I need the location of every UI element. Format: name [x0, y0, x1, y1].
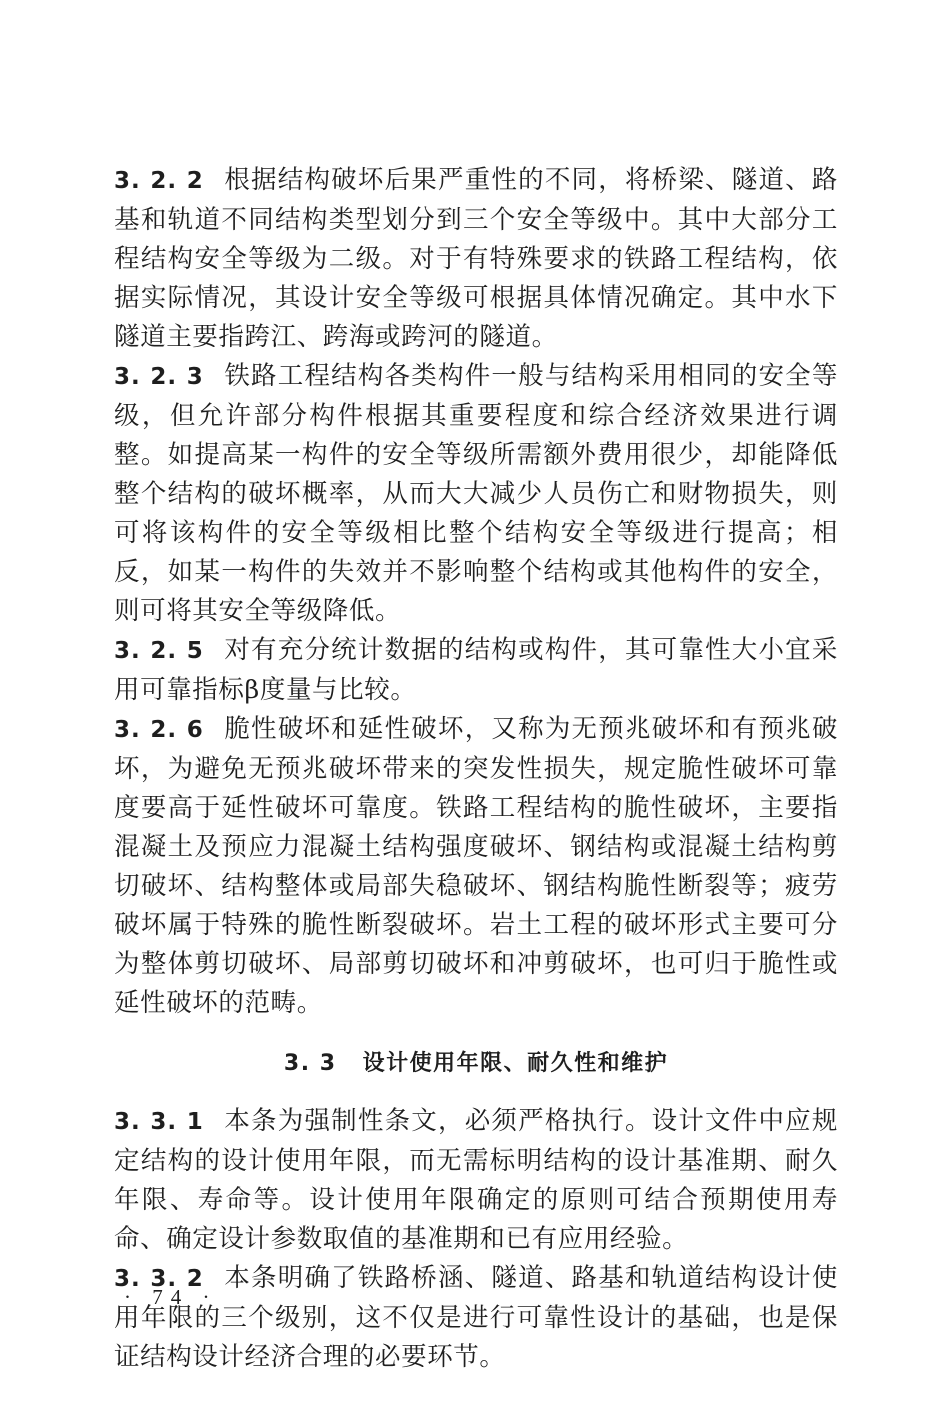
- clause-3-3-2: [114, 1259, 838, 1377]
- clause-text: 对有充分统计数据的结构或构件，其可靠性大小宜采用可靠指标β度量与比较。: [114, 635, 838, 705]
- page-number: · 74 ·: [124, 1285, 218, 1309]
- section-heading: [114, 1044, 838, 1083]
- clause-text: 脆性破坏和延性破坏，又称为无预兆破坏和有预兆破坏，为避免无预兆破坏带来的突发性损失，规定脆性破坏可靠度要高于延性破坏可靠度。铁路工程结构的脆性破坏，主要指混凝土及预应力混凝土结构强度破坏、钢结构或混凝土结构剪切破坏、结构整体或局部失稳破坏、钢结构脆性断裂等；疲劳破坏属于特殊的脆性断裂破坏。岩土工程的破坏形式主要可分为整体剪切破坏、局部剪切破坏和冲剪破坏，也可归于脆性或延性破坏的范畴。: [114, 714, 838, 1018]
- clause-3-3-1: [114, 1102, 838, 1259]
- clause-number: 3. 2. 3: [114, 364, 204, 390]
- clause-text: 根据结构破坏后果严重性的不同，将桥梁、隧道、路基和轨道不同结构类型划分到三个安全等级中。其中大部分工程结构安全等级为二级。对于有特殊要求的铁路工程结构，依据实际情况，其设计安全等级可根据具体情况确定。其中水下隧道主要指跨江、跨海或跨河的隧道。: [114, 165, 838, 352]
- clause-3-2-6: [114, 710, 838, 1023]
- clause-3-2-2: [114, 161, 838, 357]
- clause-number: 3. 2. 5: [114, 638, 204, 664]
- clause-text: 本条明确了铁路桥涵、隧道、路基和轨道结构设计使用年限的三个级别，这不仅是进行可靠性设计的基础，也是保证结构设计经济合理的必要环节。: [114, 1263, 838, 1372]
- section-number: 3. 3: [283, 1051, 337, 1076]
- clause-number: 3. 2. 6: [114, 717, 204, 743]
- clause-number: 3. 2. 2: [114, 168, 204, 194]
- clause-text: 铁路工程结构各类构件一般与结构采用相同的安全等级，但允许部分构件根据其重要程度和综合经济效果进行调整。如提高某一构件的安全等级所需额外费用很少，却能降低整个结构的破坏概率，从而大大减少人员伤亡和财物损失，则可将该构件的安全等级相比整个结构安全等级进行提高；相反，如某一构件的失效并不影响整个结构或其他构件的安全，则可将其安全等级降低。: [114, 361, 838, 626]
- clause-3-2-5: [114, 631, 838, 710]
- clause-number: 3. 3. 1: [114, 1109, 204, 1135]
- clause-text: 本条为强制性条文，必须严格执行。设计文件中应规定结构的设计使用年限，而无需标明结构的设计基准期、耐久年限、寿命等。设计使用年限确定的原则可结合预期使用寿命、确定设计参数取值的基准期和已有应用经验。: [114, 1106, 838, 1254]
- page-body: [114, 161, 838, 1377]
- clause-number: 3. 3. 2: [114, 1266, 204, 1292]
- section-title: 设计使用年限、耐久性和维护: [362, 1051, 669, 1076]
- clause-3-2-3: [114, 357, 838, 631]
